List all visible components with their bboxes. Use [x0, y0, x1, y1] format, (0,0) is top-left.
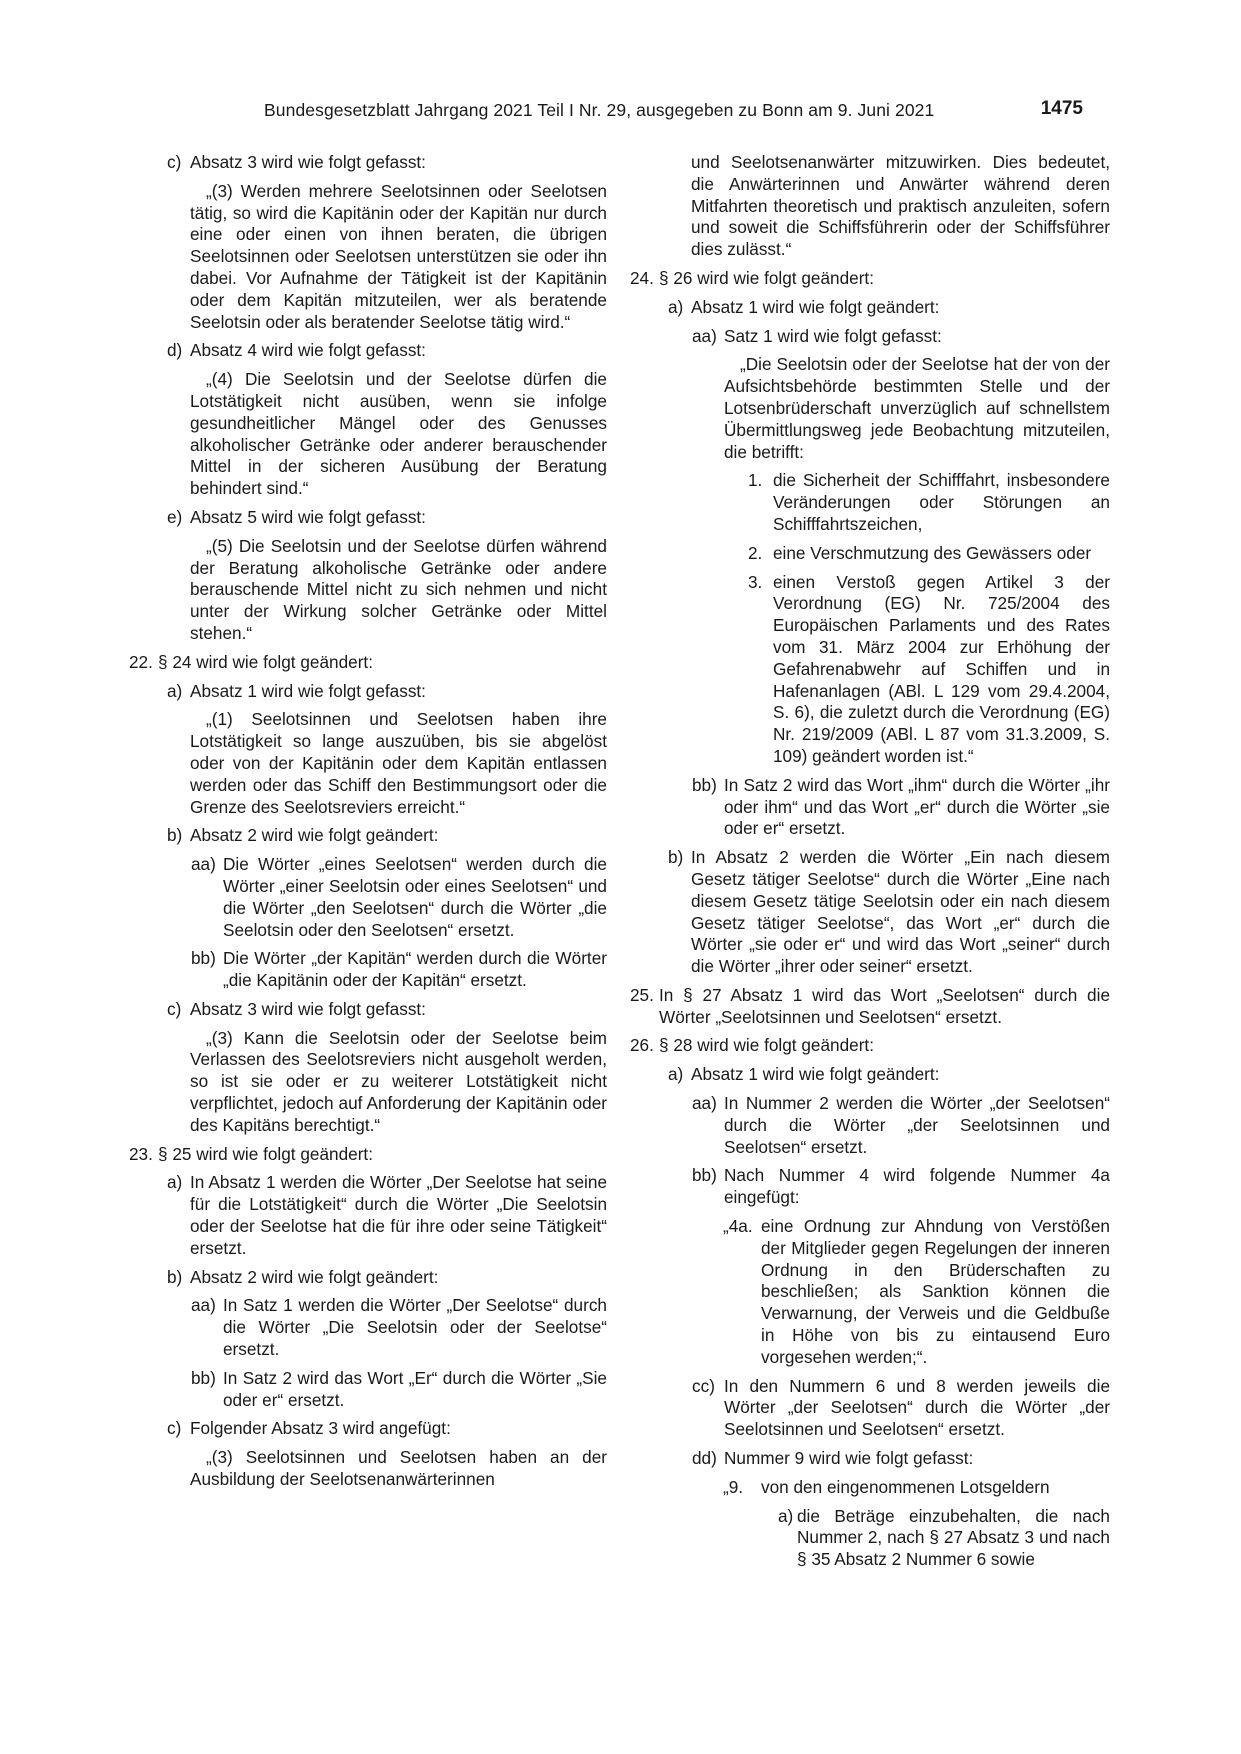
item-label: aa) — [191, 1295, 216, 1316]
sub-list-item — [132, 948, 607, 992]
item-label: c) — [167, 152, 182, 172]
item-label: a) — [668, 1064, 684, 1085]
item-text: In Satz 2 wird das Wort „ihm“ durch die Wörter „ihr oder ihm“ und das Wort „er“ durch die Wörter „sie oder er“ ersetzt. — [724, 774, 1110, 839]
quoted-list-item — [633, 470, 1110, 535]
item-number: 1. — [748, 470, 763, 491]
item-text: Absatz 5 wird wie folgt gefasst: — [190, 506, 426, 527]
item-label: aa) — [692, 325, 717, 346]
item-text: Absatz 4 wird wie folgt gefasst: — [190, 340, 426, 361]
item-text: Absatz 2 wird wie folgt geändert: — [190, 825, 439, 846]
item-text: die Beträge einzubehalten, die nach Nummer 2, nach § 27 Absatz 3 und nach § 35 Absatz 2 Nummer 6 sowie — [797, 1505, 1110, 1570]
quoted-paragraph: „(4) Die Seelotsin und der Seelotse dürfen die Lotstätigkeit nicht ausüben, wenn sie infolge gesundheitlicher Mängel oder des Genusses alkoholischer Getränke oder anderer berauschender Mittel in der sicheren Ausübung der Beratung behindert sind.“ — [190, 369, 607, 499]
quoted-paragraph: „(3) Kann die Seelotsin oder der Seelotse beim Verlassen des Seelotsreviers nicht ausgeholt werden, so ist sie oder er zu weiterer Lotstätigkeit nicht verpflichtet, jedoch auf Anforderung der Kapitänin oder des Kapitäns berechtigt.“ — [190, 1027, 607, 1135]
item-label: a) — [778, 1505, 794, 1526]
item-text: § 24 wird wie folgt geändert: — [158, 651, 373, 672]
item-number: 23. — [129, 1143, 153, 1164]
sub-list-item — [633, 775, 1110, 840]
item-label: a) — [167, 1172, 183, 1193]
list-item — [132, 999, 607, 1021]
quoted-sub-item — [633, 1506, 1110, 1571]
item-text: Absatz 2 wird wie folgt geändert: — [190, 1266, 439, 1287]
item-text: von den eingenommenen Lotsgeldern — [761, 1476, 1050, 1497]
quoted-paragraph: „(5) Die Seelotsin und der Seelotse dürfen während der Beratung alkoholische Getränke oder andere berauschende Mittel nicht zu sich nehmen und nicht unter der Wirkung solcher Getränke oder Mittel stehen.“ — [190, 535, 607, 643]
item-text: In Nummer 2 werden die Wörter „der Seelotsen“ durch die Wörter „der Seelotsinnen und Seelotsen“ ersetzt. — [724, 1093, 1110, 1157]
sub-list-item — [633, 1376, 1110, 1441]
item-number: 3. — [748, 571, 763, 592]
item-label: a) — [167, 680, 183, 701]
numbered-item — [630, 1035, 1110, 1057]
item-text: Absatz 3 wird wie folgt gefasst: — [190, 998, 426, 1019]
running-title: Bundesgesetzblatt Jahrgang 2021 Teil I Nr. 29, ausgegeben zu Bonn am 9. Juni 2021 — [264, 100, 935, 120]
item-label: b) — [668, 847, 684, 868]
item-text: Folgender Absatz 3 wird angefügt: — [190, 1418, 451, 1439]
item-label: e) — [167, 506, 183, 527]
item-text: In Satz 1 werden die Wörter „Der Seelotse“ durch die Wörter „Die Seelotsin oder der Seelotse“ ersetzt. — [223, 1295, 607, 1360]
item-label: a) — [668, 296, 684, 317]
item-text: § 26 wird wie folgt geändert: — [659, 267, 874, 288]
item-text: Die Wörter „eines Seelotsen“ werden durch die Wörter „einer Seelotsin oder eines Seelotsen“ und die Wörter „den Seelotsen“ durch die Wörter „die Seelotsin oder den Seelotsen“ ersetzt. — [223, 854, 607, 940]
list-item — [132, 681, 607, 703]
item-text: einen Verstoß gegen Artikel 3 der Verordnung (EG) Nr. 725/2004 des Europäischen Parlaments und des Rates vom 31. März 2004 zur Erhöhung der Gefahrenabwehr auf Schiffen und in Hafenanlagen (ABl. L 129 vom 29.4.2004, S. 6), die zuletzt durch die Verordnung (EG) Nr. 219/2009 (ABl. L 87 vom 31.3.2009, S. 109) geändert worden ist.“ — [773, 571, 1110, 766]
list-item — [132, 340, 607, 362]
page-number: 1475 — [1040, 98, 1083, 119]
list-item — [633, 847, 1110, 978]
quoted-paragraph: „(1) Seelotsinnen und Seelotsen haben ihre Lotstätigkeit so lange auszuüben, bis sie abgelöst oder von der Kapitänin oder dem Kapitän entlassen werden oder das Schiff den Bestimmungsort oder die Grenze des Seelotsreviers erreicht.“ — [190, 709, 607, 817]
item-text: Absatz 1 wird wie folgt geändert: — [691, 1064, 940, 1085]
numbered-item — [129, 651, 607, 674]
item-label: c) — [167, 998, 182, 1019]
item-number: 24. — [630, 267, 654, 288]
item-label: b) — [167, 825, 183, 846]
item-text: In Absatz 1 werden die Wörter „Der Seelotse hat seine für die Lotstätigkeit“ durch die Wörter „Die Seelotsin oder der Seelotse hat die für ihre oder seine Tätigkeit“ ersetzt. — [190, 1172, 607, 1258]
quoted-list-item — [633, 543, 1110, 565]
quoted-paragraph: „Die Seelotsin oder der Seelotse hat der von der Aufsichtsbehörde bestimmten Stelle und der Lotsenbrüderschaft unverzüglich auf schnellstem Übermittlungsweg jede Beobachtung mitzuteilen, die betrifft: — [724, 354, 1110, 462]
list-item — [633, 1064, 1110, 1086]
item-text: die Sicherheit der Schifffahrt, insbesondere Veränderungen oder Störungen an Schifffahrtszeichen, — [773, 470, 1110, 534]
item-text: Nummer 9 wird wie folgt gefasst: — [724, 1448, 974, 1469]
numbered-item — [630, 984, 1110, 1029]
item-text: In den Nummern 6 und 8 werden jeweils die Wörter „der Seelotsen“ durch die Wörter „der Seelotsinnen und Seelotsen“ ersetzt. — [724, 1375, 1110, 1440]
item-number: 2. — [748, 542, 763, 563]
item-text: Die Wörter „der Kapitän“ werden durch die Wörter „die Kapitänin oder der Kapitän“ ersetzt. — [223, 948, 607, 991]
item-text: In Absatz 2 werden die Wörter „Ein nach diesem Gesetz tätiger Seelotse“ durch die Wörter „Eine nach diesem Gesetz tätige Seelotsin oder ein nach diesem Gesetz tätiger Seelotse“, das Wort „er“ durch die Wörter „sie oder er“ und wird das Wort „seiner“ durch die Wörter „ihrer oder seiner“ ersetzt. — [691, 847, 1110, 977]
sub-list-item — [132, 1368, 607, 1412]
list-item — [132, 1267, 607, 1289]
item-text: eine Ordnung zur Ahndung von Verstößen der Mitglieder gegen Regelungen der inneren Ordnung in den Brüderschaften zu beschließen; als Sanktion können die Verwarnung, der Verweis und die Geldbuße in Höhe von bis zu eintausend Euro vorgesehen werden;“. — [761, 1216, 1110, 1367]
item-text: In § 27 Absatz 1 wird das Wort „Seelotsen“ durch die Wörter „Seelotsinnen und Seelotsen“ ersetzt. — [659, 984, 1110, 1027]
quoted-list-item — [633, 1477, 1110, 1499]
item-label: c) — [167, 1418, 182, 1439]
numbered-item — [129, 1143, 607, 1166]
item-label: bb) — [692, 774, 717, 795]
item-text: eine Verschmutzung des Gewässers oder — [773, 542, 1092, 563]
quoted-list-item — [633, 1216, 1110, 1369]
sub-list-item — [132, 1295, 607, 1360]
item-text: Satz 1 wird wie folgt gefasst: — [724, 325, 942, 346]
item-text: Nach Nummer 4 wird folgende Nummer 4a eingefügt: — [724, 1165, 1110, 1208]
continued-paragraph: und Seelotsenanwärter mitzuwirken. Dies bedeutet, die Anwärterinnen und Anwärter während deren Mitfahrten theoretisch und praktisch anzuleiten, sofern und soweit die Schiffsführerin oder der Schiffsführer dies zulässt.“ — [691, 152, 1110, 260]
list-item — [132, 825, 607, 847]
item-label: b) — [167, 1266, 183, 1287]
item-label: aa) — [692, 1093, 717, 1114]
item-label: bb) — [191, 948, 216, 969]
numbered-item — [630, 267, 1110, 290]
quoted-paragraph: „(3) Werden mehrere Seelotsinnen oder Seelotsen tätig, so wird die Kapitänin oder der Kapitän nur durch eine oder einen von ihnen beraten, die übrigen Seelotsinnen oder Seelotsen unterstützen sie oder ihn dabei. Vor Aufnahme der Tätigkeit ist der Kapitänin oder dem Kapitän mitzuteilen, wer als beratende Seelotsin oder als beratender Seelotse tätig wird.“ — [190, 180, 607, 332]
item-label: d) — [167, 340, 183, 361]
list-item — [132, 1418, 607, 1440]
item-number: „4a. — [723, 1216, 753, 1237]
item-number: 26. — [630, 1035, 654, 1056]
sub-list-item — [132, 854, 607, 941]
item-label: aa) — [191, 854, 216, 875]
sub-list-item — [633, 1165, 1110, 1209]
list-item — [132, 507, 607, 529]
item-number: 22. — [129, 651, 153, 672]
list-item — [633, 297, 1110, 319]
item-text: In Satz 2 wird das Wort „Er“ durch die Wörter „Sie oder er“ ersetzt. — [223, 1367, 607, 1410]
quoted-list-item — [633, 572, 1110, 768]
item-text: § 28 wird wie folgt geändert: — [659, 1035, 874, 1056]
list-item — [132, 152, 607, 174]
item-text: Absatz 1 wird wie folgt geändert: — [691, 296, 940, 317]
item-number: „9. — [723, 1476, 744, 1497]
page-header — [132, 100, 1109, 128]
item-text: Absatz 3 wird wie folgt gefasst: — [190, 152, 426, 172]
item-text: § 25 wird wie folgt geändert: — [158, 1143, 373, 1164]
sub-list-item — [633, 1448, 1110, 1470]
item-label: bb) — [692, 1165, 717, 1186]
sub-list-item — [633, 1093, 1110, 1158]
item-number: 25. — [630, 984, 654, 1005]
item-label: dd) — [692, 1448, 717, 1469]
right-column — [630, 152, 1110, 1578]
quoted-paragraph: „(3) Seelotsinnen und Seelotsen haben an der Ausbildung der Seelotsenanwärterinnen — [190, 1447, 607, 1490]
item-label: cc) — [692, 1375, 715, 1396]
item-text: Absatz 1 wird wie folgt gefasst: — [190, 680, 426, 701]
list-item — [132, 1172, 607, 1259]
left-column — [129, 152, 607, 1498]
item-label: bb) — [191, 1367, 216, 1388]
sub-list-item — [633, 326, 1110, 348]
